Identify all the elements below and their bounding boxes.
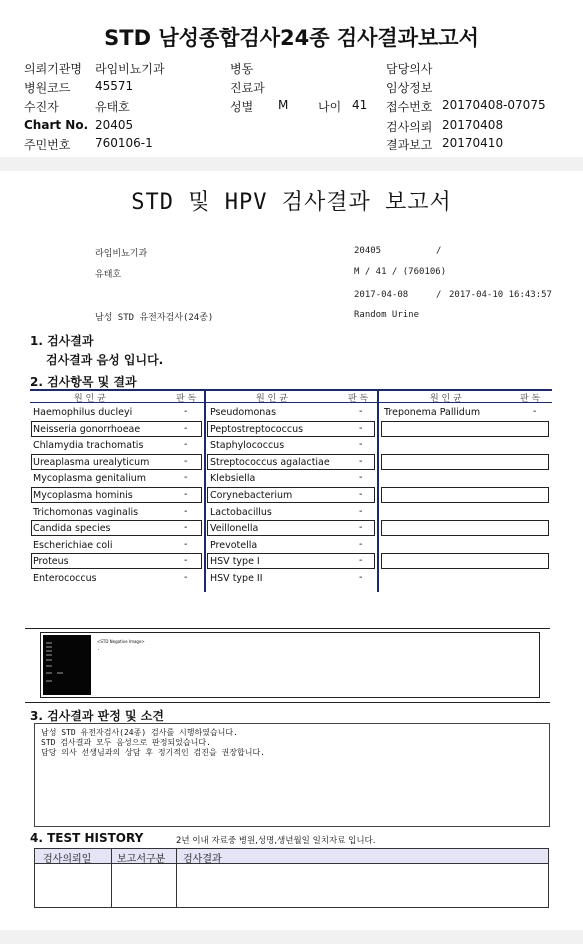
organism-result: - — [359, 538, 363, 550]
result-row-box — [381, 454, 549, 470]
report-test-name: 남성 STD 유전자검사(24종) — [95, 313, 214, 323]
gel-caption: <STD Negative Image> — [97, 639, 145, 644]
organism-result: - — [359, 455, 363, 467]
organism-name: Mycoplasma genitalium — [33, 473, 147, 485]
report-date-report: 2017-04-10 16:43:57 — [449, 290, 552, 300]
organism-result: - — [184, 406, 188, 417]
organism-result: - — [359, 406, 363, 417]
chart-label: Chart No. — [24, 118, 89, 132]
organism-result: - — [184, 538, 188, 550]
clinical-label: 임상정보 — [386, 81, 433, 95]
col3-result-header: 판 독 — [520, 394, 541, 404]
history-header-date: 검사의뢰일 — [43, 854, 92, 865]
organism-result: - — [359, 505, 363, 517]
organism-result: - — [184, 439, 188, 451]
report-date-separator: / — [436, 290, 442, 300]
organism-name: Escherichiae coli — [33, 539, 113, 551]
organism-name: Streptococcus agalactiae — [210, 456, 330, 468]
report-title: STD 및 HPV 검사결과 보고서 — [131, 190, 452, 215]
organism-name: Peptostreptococcus — [210, 423, 304, 435]
organism-result: - — [359, 572, 363, 583]
organism-name: Chlamydia trachomatis — [33, 440, 144, 452]
col2-result-header: 판 독 — [348, 394, 369, 404]
result-row-box — [381, 520, 549, 536]
organism-result: - — [359, 555, 363, 567]
organism-name: Haemophilus ducleyi — [33, 407, 133, 418]
organism-result: - — [184, 472, 188, 484]
organism-name: Prevotella — [210, 539, 258, 551]
organism-name: Treponema Pallidum — [384, 407, 481, 418]
opinion-line-1: 남성 STD 유전자검사(24종) 검사를 시행하였습니다. — [41, 728, 238, 737]
age-value: 41 — [352, 98, 368, 112]
organism-result: - — [359, 422, 363, 434]
gel-top-rule — [25, 628, 550, 629]
request-label: 검사의뢰 — [386, 120, 433, 134]
organism-name: Klebsiella — [210, 473, 256, 485]
organism-name: Veillonella — [210, 523, 259, 535]
col1-result-header: 판 독 — [176, 394, 197, 404]
organism-name: Trichomonas vaginalis — [33, 506, 139, 518]
organism-result: - — [359, 522, 363, 534]
results-table-divider-2 — [377, 389, 379, 592]
sex-label: 성별 — [230, 100, 254, 114]
id-value: 760106-1 — [95, 136, 153, 150]
institution-label: 의뢰기관명 — [24, 62, 82, 76]
organism-name: Ureaplasma urealyticum — [33, 456, 150, 468]
page-separator — [0, 157, 583, 171]
ward-label: 병동 — [230, 62, 254, 76]
history-table — [34, 848, 549, 908]
opinion-line-2: STD 검사결과 모두 음성으로 판정되었습니다. — [41, 738, 211, 747]
organism-name: Corynebacterium — [210, 490, 293, 501]
institution-value: 라임비뇨기과 — [95, 62, 165, 76]
organism-name: Mycoplasma hominis — [33, 490, 133, 501]
organism-result: - — [359, 439, 363, 451]
doctor-label: 담당의사 — [386, 62, 433, 76]
organism-name: Enterococcus — [33, 573, 97, 584]
opinion-line-3: 담당 의사 선생님과의 상담 후 정기적인 검진을 권장합니다. — [41, 748, 266, 757]
section2-title: 2. 검사항목 및 결과 — [30, 375, 137, 389]
organism-result: - — [184, 455, 188, 467]
hospital-code-value: 45571 — [95, 79, 134, 93]
col1-organism-header: 원 인 균 — [74, 394, 106, 404]
organism-name: Staphylococcus — [210, 440, 285, 452]
section1-summary: 검사결과 음성 입니다. — [46, 353, 164, 367]
receipt-value: 20170408-07075 — [442, 98, 546, 112]
report-slash: / — [436, 246, 442, 256]
receipt-label: 접수번호 — [386, 100, 433, 114]
results-table-divider-1 — [204, 389, 206, 592]
organism-result: - — [533, 406, 537, 417]
report-date-request: 2017-04-08 — [354, 290, 409, 300]
result-row-box — [381, 487, 549, 503]
gel-image-frame — [40, 632, 540, 698]
organism-result: - — [184, 422, 188, 434]
organism-result: - — [359, 472, 363, 484]
page-bottom-band — [0, 930, 583, 944]
organism-name: HSV type II — [210, 573, 263, 584]
page-title: STD 남성종합검사24종 검사결과보고서 — [104, 26, 479, 50]
organism-result: - — [184, 572, 188, 583]
history-divider-1 — [111, 849, 112, 907]
report-institution: 라임비뇨기과 — [95, 249, 148, 259]
patient-value: 유태호 — [95, 100, 130, 114]
section4-title: 4. TEST HISTORY — [30, 831, 144, 845]
gel-bottom-rule — [25, 702, 550, 703]
sex-value: M — [278, 98, 289, 112]
results-table-header-rule — [30, 402, 552, 403]
report-label: 결과보고 — [386, 138, 433, 152]
section3-title: 3. 검사결과 판정 및 소견 — [30, 709, 164, 723]
col3-organism-header: 원 인 균 — [430, 394, 462, 404]
organism-result: - — [184, 522, 188, 534]
report-sex-age: M / 41 / (760106) — [354, 267, 447, 277]
organism-name: Lactobacillus — [210, 506, 272, 518]
history-divider-2 — [176, 849, 177, 907]
dept-label: 진료과 — [230, 81, 265, 95]
organism-name: Proteus — [33, 556, 69, 568]
patient-label: 수진자 — [24, 100, 59, 114]
result-row-box — [381, 553, 549, 569]
id-label: 주민번호 — [24, 138, 71, 152]
hospital-code-label: 병원코드 — [24, 81, 71, 95]
organism-result: - — [184, 555, 188, 567]
section1-title: 1. 검사결과 — [30, 334, 94, 348]
organism-name: HSV type I — [210, 556, 260, 568]
report-value: 20170410 — [442, 136, 504, 150]
result-row-box — [381, 421, 549, 437]
request-value: 20170408 — [442, 118, 504, 132]
history-header-type: 보고서구분 — [117, 854, 166, 865]
report-chart-no: 20405 — [354, 246, 382, 256]
report-specimen: Random Urine — [354, 310, 420, 320]
report-patient: 유태호 — [95, 270, 122, 280]
organism-result: - — [359, 489, 363, 500]
organism-result: - — [184, 505, 188, 517]
history-note: 2년 이내 자료중 병원,성명,생년월일 일치자료 입니다. — [176, 836, 376, 846]
organism-name: Pseudomonas — [210, 407, 277, 418]
organism-result: - — [184, 489, 188, 500]
opinion-box — [34, 723, 550, 827]
age-label: 나이 — [318, 100, 342, 114]
chart-value: 20405 — [95, 118, 134, 132]
history-header-result: 검사결과 — [183, 854, 222, 865]
col2-organism-header: 원 인 균 — [256, 394, 288, 404]
organism-name: Candida species — [33, 523, 111, 535]
organism-name: Neisseria gonorrhoeae — [33, 423, 141, 435]
results-table-top-rule — [30, 389, 552, 391]
